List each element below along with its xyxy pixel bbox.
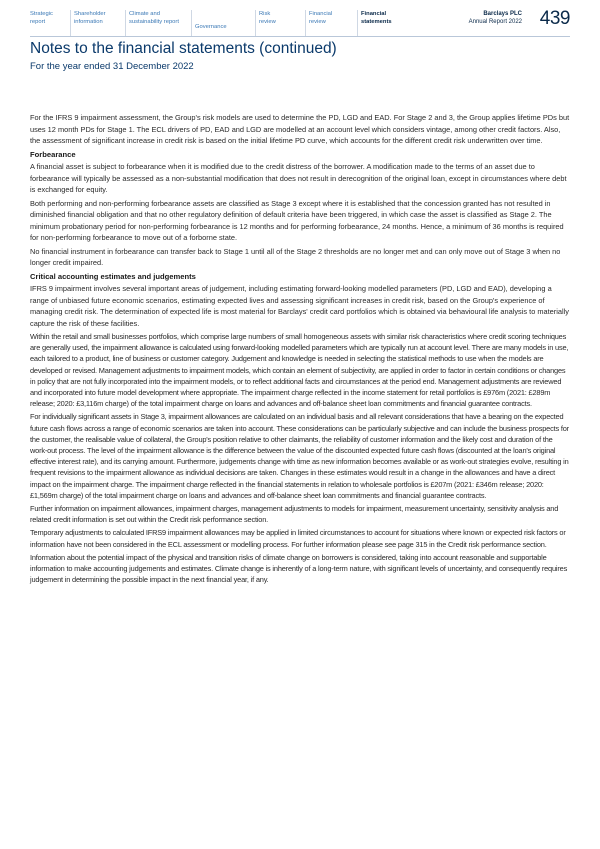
paragraph: A financial asset is subject to forbearance when it is modified due to the credit distress of the borrower. A modification made to the terms of an asset due to forbearance will typically be assessed as a non-substantial modification that does not result in derecognition of the original loan, except in circumstances where debt is exchanged for equity. (30, 162, 567, 194)
paragraph: Within the retail and small businesses portfolios, which comprise large numbers of small homogeneous assets with similar risk characteristics where credit scoring techniques are generally used, the impairment allowance is calculated using forward-looking modelled parameters which are typically run at account level. There are many models in use, each tailored to a product, line of business or customer category. Judgement and knowledge is needed in selecting the statistical methods to use when the models are developed or revised. Management adjustments to impairment models, which contain an element of subjectivity, are applied in order to factor in certain conditions or changes in policy that are not fully incorporated into the impairment models, or to reflect additional facts and circumstances at the period end. Management adjustments are reviewed and incorporated into future model development where appropriate. The impairment charge reflected in the income statement for retail portfolios is £976m (2021: £289m release; 2020: £3,116m charge) of the total impairment charge on loans and advances and off-balance sheet loan commitments and financial guarantee contracts. (30, 332, 569, 409)
section-navigation (30, 10, 570, 37)
nav-tab-label-line2: statements (361, 19, 392, 25)
nav-tab-financial-review[interactable] (305, 10, 357, 36)
nav-tab-label-line2: sustainability report (129, 19, 179, 25)
nav-tab-governance[interactable] (191, 10, 255, 36)
nav-tab-label-line1: Strategic (30, 11, 53, 17)
report-name: Annual Report 2022 (468, 19, 522, 25)
brand-name: Barclays PLC (483, 11, 522, 17)
section-heading-critical-estimates: Critical accounting estimates and judgements (30, 271, 196, 281)
nav-tab-climate-sustainability[interactable] (125, 10, 191, 36)
paragraph: For individually significant assets in Stage 3, impairment allowances are calculated on an individual basis and all relevant considerations that have a bearing on the expected future cash flows across a range of economic scenarios are taken into account. These considerations can be particularly subjective and can include the business prospects for the customer, the realisable value of collateral, the Group's position relative to other claimants, the reliability of customer information and the likely cost and duration of the work-out process. The level of the impairment allowance is the difference between the value of the discounted expected future cash flows (discounted at the loan's original effective interest rate), and its carrying amount. Furthermore, judgements change with time as new information becomes available or as work-out strategies evolve, resulting in frequent revisions to the impairment allowance as individual decisions are taken. Changes in these estimates would result in a change in the allowances and have a direct impact on the impairment charge. The impairment charge reflected in the financial statements in relation to wholesale portfolios is £207m (2021: £346m release; 2020: £1,569m charge) of the total impairment charge on loans and advances and off-balance sheet loan commitments and financial guarantee contracts. (30, 412, 569, 500)
paragraph: Further information on impairment allowances, impairment charges, management adjustments to models for impairment, measurement uncertainty, sensitivity analysis and related credit information is set out within the Credit risk performance section. (30, 504, 559, 525)
notes-body (30, 112, 570, 587)
nav-tab-risk-review[interactable] (255, 10, 305, 36)
report-brand (469, 10, 522, 26)
nav-tab-label-line2: report (30, 19, 46, 25)
paragraph: Both performing and non-performing forbearance assets are classified as Stage 3 except where it is established that the concession granted has not resulted in diminished financial obligation and that no other regulatory definition of default criteria have been triggered, in which case the asset is classified as Stage 2. The minimum probationary period for non-performing forbearance is 12 months and for performing forbearance, 24 months. Hence, a minimum of 36 months is required for non-performing forbearance to move out of a forborne state. (30, 198, 564, 242)
nav-tab-label-line1: Shareholder (74, 11, 106, 17)
nav-tab-shareholder-information[interactable] (70, 10, 125, 36)
nav-tab-label-line2: review (309, 19, 326, 25)
paragraph: For the IFRS 9 impairment assessment, the Group's risk models are used to determine the PD, LGD and EAD. For Stage 2 and 3, the Group applies lifetime PDs but uses 12 month PDs for Stage 1. The ECL drivers of PD, EAD and LGD are modelled at an account level which considers vintage, among other credit factors. Also, the assessment of significant increase in credit risk is based on the initial lifetime PD curve, which accounts for the different credit risk underwritten over time. (30, 113, 570, 145)
page-number: 439 (539, 8, 570, 29)
nav-tab-financial-statements[interactable] (357, 10, 427, 36)
paragraph: No financial instrument in forbearance can transfer back to Stage 1 until all of the Stage 2 thresholds are no longer met and can only move out of Stage 3 when no longer credit impaired. (30, 246, 561, 267)
nav-tab-label-line1: Climate and (129, 11, 160, 17)
page-title: Notes to the financial statements (continued) (30, 40, 337, 57)
nav-tab-strategic-report[interactable] (30, 10, 70, 36)
paragraph: Information about the potential impact of the physical and transition risks of climate change on borrowers is considered, taking into account reasonable and supportable information to make accounting judgements and estimates. Climate change is inherently of a long-term nature, with significant levels of uncertainty, and consequently requires judgement in determining the possible impact in the next financial year, if any. (30, 552, 568, 585)
nav-tab-label-line1: Risk (259, 11, 271, 17)
nav-tab-label-line1: Financial (361, 11, 387, 17)
nav-tab-label-line2: review (259, 19, 276, 25)
paragraph: Temporary adjustments to calculated IFRS9 impairment allowances may be applied in limited circumstances to account for situations where known or expected risk factors or information have not been considered in the ECL assessment or modelling process. For further information please see page 315 in the Credit risk performance section. (30, 528, 566, 549)
nav-tab-label-line2: Governance (195, 24, 227, 30)
section-heading-forbearance: Forbearance (30, 149, 76, 159)
nav-tab-label-line2: information (74, 19, 103, 25)
page-subtitle: For the year ended 31 December 2022 (30, 61, 194, 72)
nav-tab-label-line1: Financial (309, 11, 333, 17)
paragraph: IFRS 9 impairment involves several important areas of judgement, including estimating forward-looking modelled parameters (PD, LGD and EAD), developing a range of unbiased future economic scenarios, estimating expected lives and assessing significant increases in credit risk, based on the Group's experience of managing credit risk. The determination of expected life is most material for Barclays' credit card portfolios which is obtained via behavioural life analysis to materially capture the risk of these facilities. (30, 284, 569, 328)
